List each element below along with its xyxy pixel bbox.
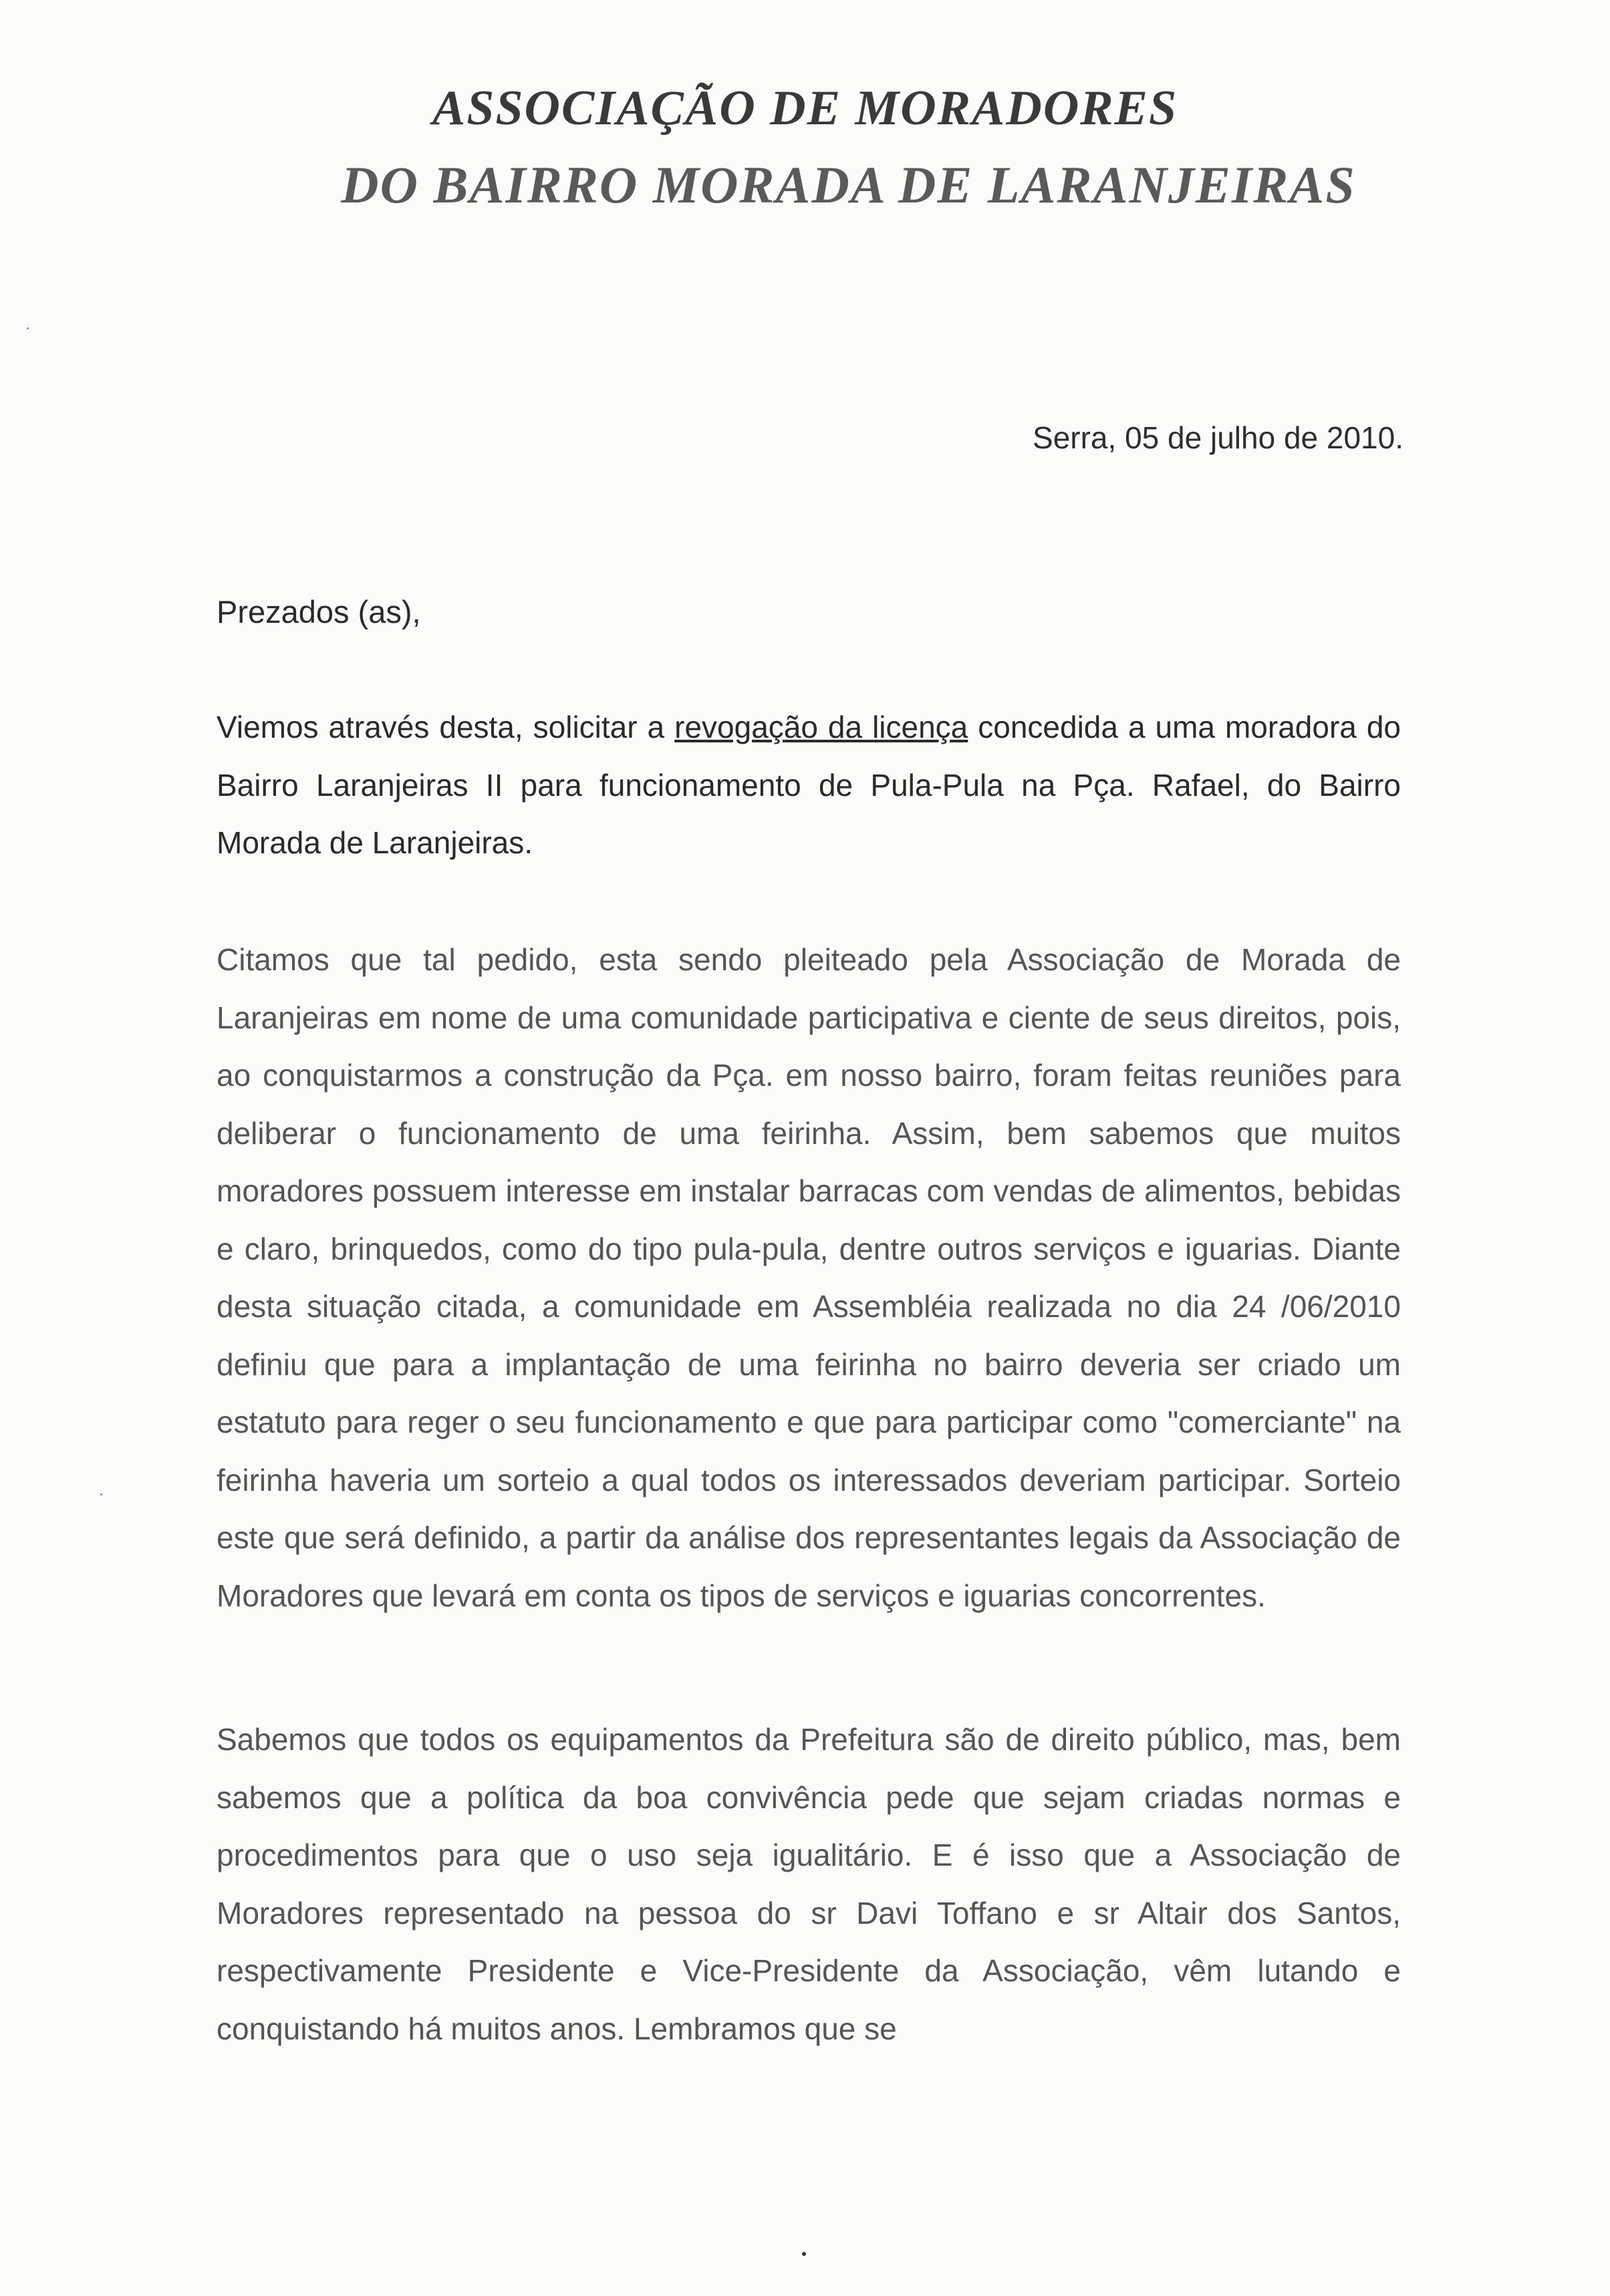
paragraph-3: Sabemos que todos os equipamentos da Prefeitura são de direito público, mas, bem sabemos que a política da boa convivência pede que sejam criadas normas e procedimentos para que o uso seja igualitário. E é isso que a Associação de Moradores representado na pessoa do sr Davi Toffano e sr Altair dos Santos, respectivamente Presidente e Vice-Presidente da Associação, vêm lutando e conquistando há muitos anos. Lembramos que se	[217, 1722, 1401, 2046]
paragraph-2: Citamos que tal pedido, esta sendo pleiteado pela Associação de Morada de Laranjeiras em nome de uma comunidade participativa e ciente de seus direitos, pois, ao conquistarmos a construção da Pça. em nosso bairro, foram feitas reuniões para deliberar o funcionamento de uma feirinha. Assim, bem sabemos que muitos moradores possuem interesse em instalar barracas com vendas de alimentos, bebidas e claro, brinquedos, como do tipo pula-pula, dentre outros serviços e iguarias. Diante desta situação citada, a comunidade em Assembléia realizada no dia 24 /06/2010 definiu que para a implantação de uma feirinha no bairro deveria ser criado um estatuto para reger o seu funcionamento e que para participar como "comerciante" na feirinha haveria um sorteio a qual todos os interessados deveriam participar. Sorteio este que será definido, a partir da análise dos representantes legais da Associação de Moradores que levará em conta os tipos de serviços e iguarias concorrentes.	[217, 942, 1401, 1613]
paragraph-1-intro: Viemos através desta, solicitar a	[217, 710, 675, 744]
letterhead-subtitle: DO BAIRRO MORADA DE LARANJEIRAS	[341, 156, 1356, 214]
letterhead-title: ASSOCIAÇÃO DE MORADORES	[432, 81, 1178, 136]
letter-salutation: Prezados (as),	[217, 594, 421, 629]
paragraph-1-rest: concedida a uma moradora do Bairro Laranjeiras II para funcionamento de Pula-Pula na Pça. Rafael, do Bairro Morada de Laranjeiras.	[217, 710, 1401, 860]
edge-speck	[100, 1493, 102, 1495]
paragraph-1	[217, 698, 1401, 872]
page-speck	[802, 2252, 806, 2256]
paragraph-1-emphasis: revogação da licença	[674, 710, 968, 744]
edge-speck	[27, 327, 29, 329]
letter-date: Serra, 05 de julho de 2010.	[1033, 420, 1403, 455]
